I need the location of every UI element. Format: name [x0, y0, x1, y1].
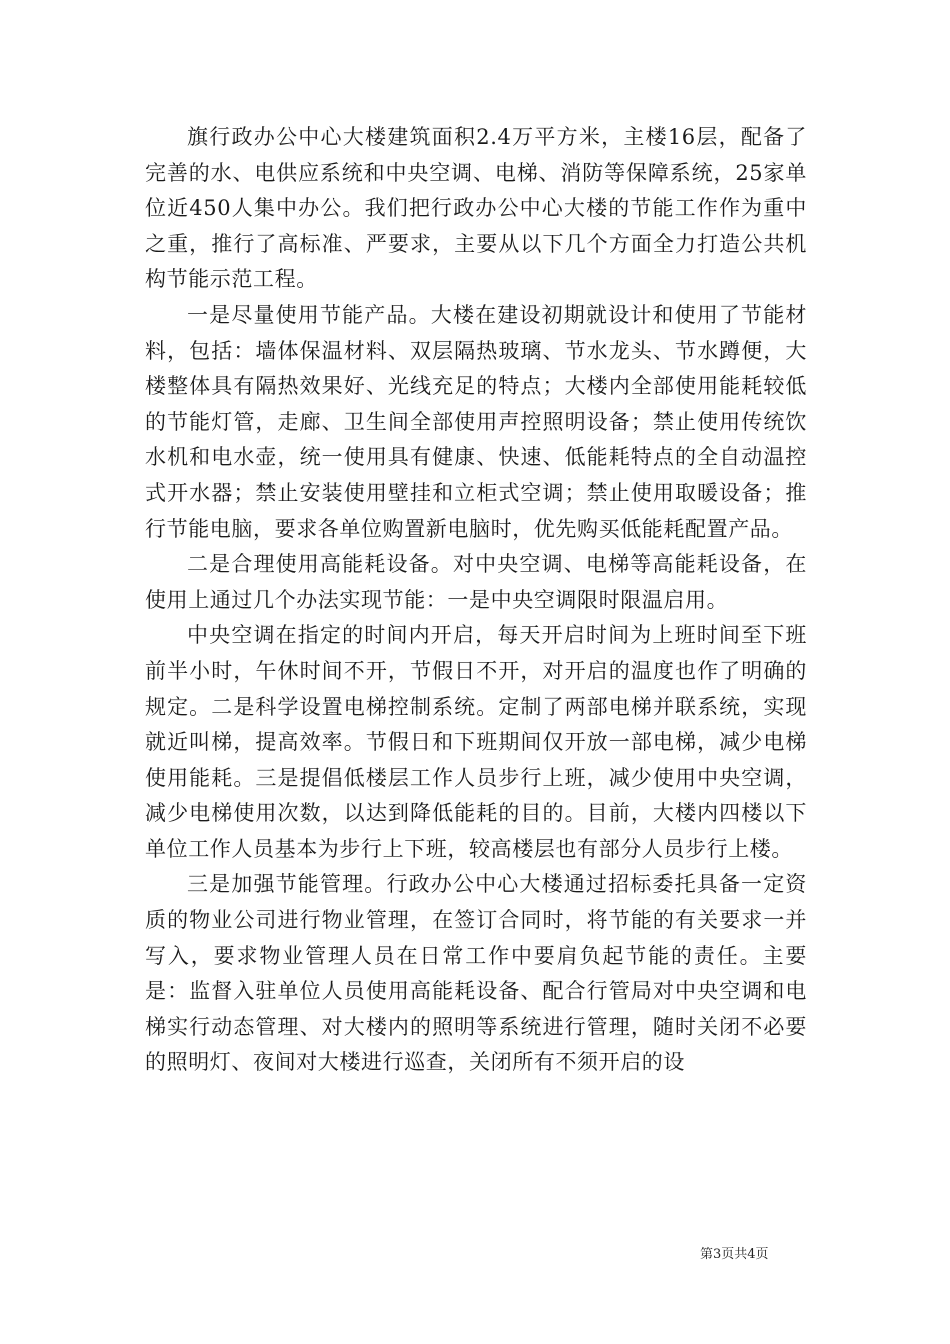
paragraph-4: 中央空调在指定的时间内开启，每天开启时间为上班时间至下班前半小时，午休时间不开，节假日不开，对开启的温度也作了明确的规定。二是科学设置电梯控制系统。定制了两部电梯并联系统，实现就近叫梯，提高效率。节假日和下班期间仅开放一部电梯，减少电梯使用能耗。三是提倡低楼层工作人员步行上班，减少使用中央空调，减少电梯使用次数，以达到降低能耗的目的。目前，大楼内四楼以下单位工作人员基本为步行上下班，较高楼层也有部分人员步行上楼。 — [145, 623, 807, 861]
document-body — [145, 120, 807, 1081]
paragraph-1: 旗行政办公中心大楼建筑面积2.4万平方米，主楼16层，配备了完善的水、电供应系统和中央空调、电梯、消防等保障系统，25家单位近450人集中办公。我们把行政办公中心大楼的节能工作作为重中之重，推行了高标准、严要求，主要从以下几个方面全力打造公共机构节能示范工程。 — [145, 125, 807, 292]
paragraph-2: 一是尽量使用节能产品。大楼在建设初期就设计和使用了节能材料，包括：墙体保温材料、双层隔热玻璃、节水龙头、节水蹲便，大楼整体具有隔热效果好、光线充足的特点；大楼内全部使用能耗较低的节能灯管，走廊、卫生间全部使用声控照明设备；禁止使用传统饮水机和电水壶，统一使用具有健康、快速、低能耗特点的全自动温控式开水器；禁止安装使用壁挂和立柜式空调；禁止使用取暖设备；推行节能电脑，要求各单位购置新电脑时，优先购买低能耗配置产品。 — [145, 302, 807, 541]
paragraph-5: 三是加强节能管理。行政办公中心大楼通过招标委托具备一定资质的物业公司进行物业管理，在签订合同时，将节能的有关要求一并写入，要求物业管理人员在日常工作中要肩负起节能的责任。主要是：监督入驻单位人员使用高能耗设备、配合行管局对中央空调和电梯实行动态管理、对大楼内的照明等系统进行管理，随时关闭不必要的照明灯、夜间对大楼进行巡查，关闭所有不须开启的设 — [145, 872, 807, 1075]
page-number: 第3页共4页 — [700, 1247, 769, 1262]
paragraph-3: 二是合理使用高能耗设备。对中央空调、电梯等高能耗设备，在使用上通过几个办法实现节能：一是中央空调限时限温启用。 — [145, 552, 807, 612]
